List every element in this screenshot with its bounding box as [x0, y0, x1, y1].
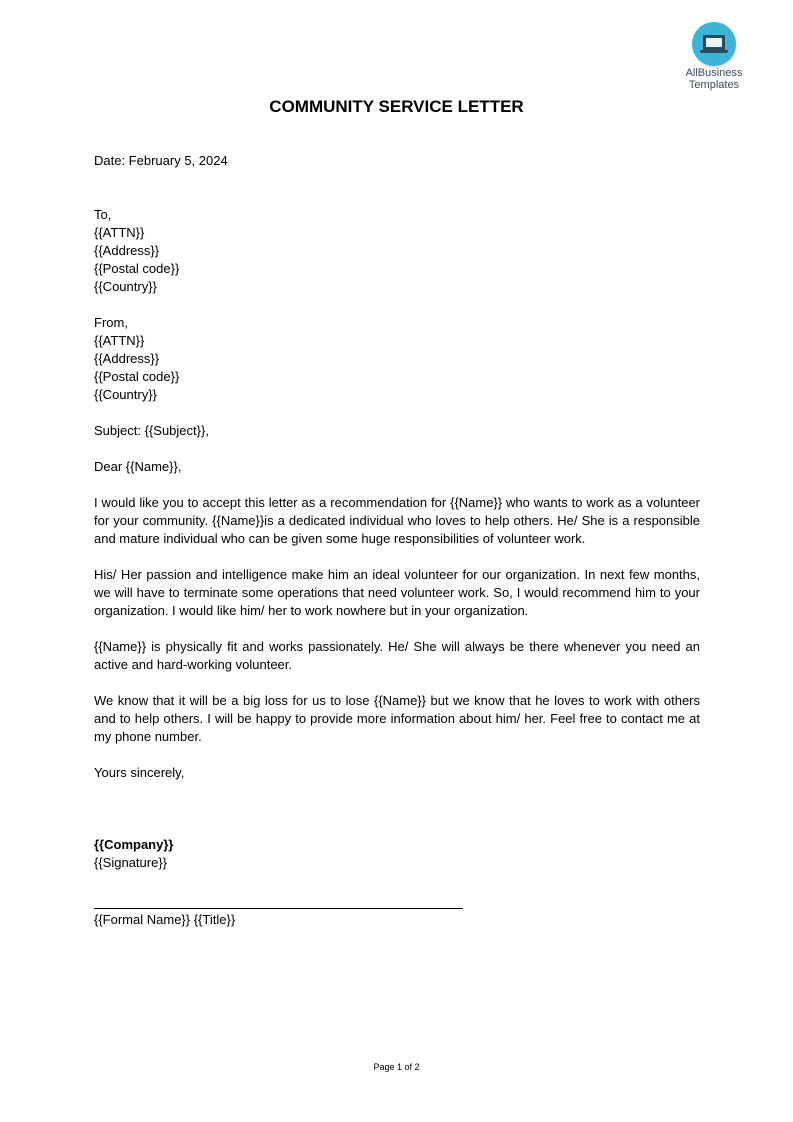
logo-line-1: AllBusiness: [685, 67, 743, 79]
closing: Yours sincerely,: [94, 765, 185, 780]
paragraph-2: His/ Her passion and intelligence make him an ideal volunteer for our organization. In next few months, we will have to terminate some operations that need volunteer work. So, I would recommend him to your organization. I would like him/ her to work nowhere but in your organization.: [94, 567, 700, 618]
laptop-icon: [692, 22, 736, 66]
from-address: {{Address}}: [94, 351, 160, 366]
signature-line: [94, 908, 463, 929]
brand-logo: [678, 22, 750, 92]
paragraph-4: We know that it will be a big loss for us to lose {{Name}} but we know that he loves to work with others and to help others. I will be happy to provide more information about him/ her. Feel free to contact me at my phone number.: [94, 693, 700, 744]
to-postal-code: {{Postal code}}: [94, 261, 180, 276]
date-line: Date: February 5, 2024: [94, 153, 228, 168]
to-attn: {{ATTN}}: [94, 225, 145, 240]
from-postal-code: {{Postal code}}: [94, 369, 180, 384]
company-name: {{Company}}: [94, 837, 174, 852]
logo-line-2: Templates: [688, 79, 740, 91]
signature-placeholder: {{Signature}}: [94, 855, 168, 870]
to-address: {{Address}}: [94, 243, 160, 258]
to-label: To,: [94, 207, 112, 222]
paragraph-3: {{Name}} is physically fit and works passionately. He/ She will always be there whenever you need an active and hard-working volunteer.: [94, 639, 700, 672]
from-country: {{Country}}: [94, 387, 157, 402]
paragraph-1: I would like you to accept this letter as a recommendation for {{Name}} who wants to work as a volunteer for your community. {{Name}}is a dedicated individual who loves to help others. He/ She is a responsible and mature individual who can be given some huge responsibilities of volunteer work.: [94, 495, 700, 546]
to-country: {{Country}}: [94, 279, 157, 294]
salutation: Dear {{Name}},: [94, 459, 182, 474]
subject-line: Subject: {{Subject}},: [94, 423, 209, 438]
page-number: Page 1 of 2: [373, 1062, 420, 1072]
letter-body: [94, 152, 700, 929]
formal-name-title: {{Formal Name}} {{Title}}: [94, 912, 236, 927]
from-attn: {{ATTN}}: [94, 333, 145, 348]
document-title: COMMUNITY SERVICE LETTER: [269, 97, 524, 116]
from-label: From,: [94, 315, 128, 330]
